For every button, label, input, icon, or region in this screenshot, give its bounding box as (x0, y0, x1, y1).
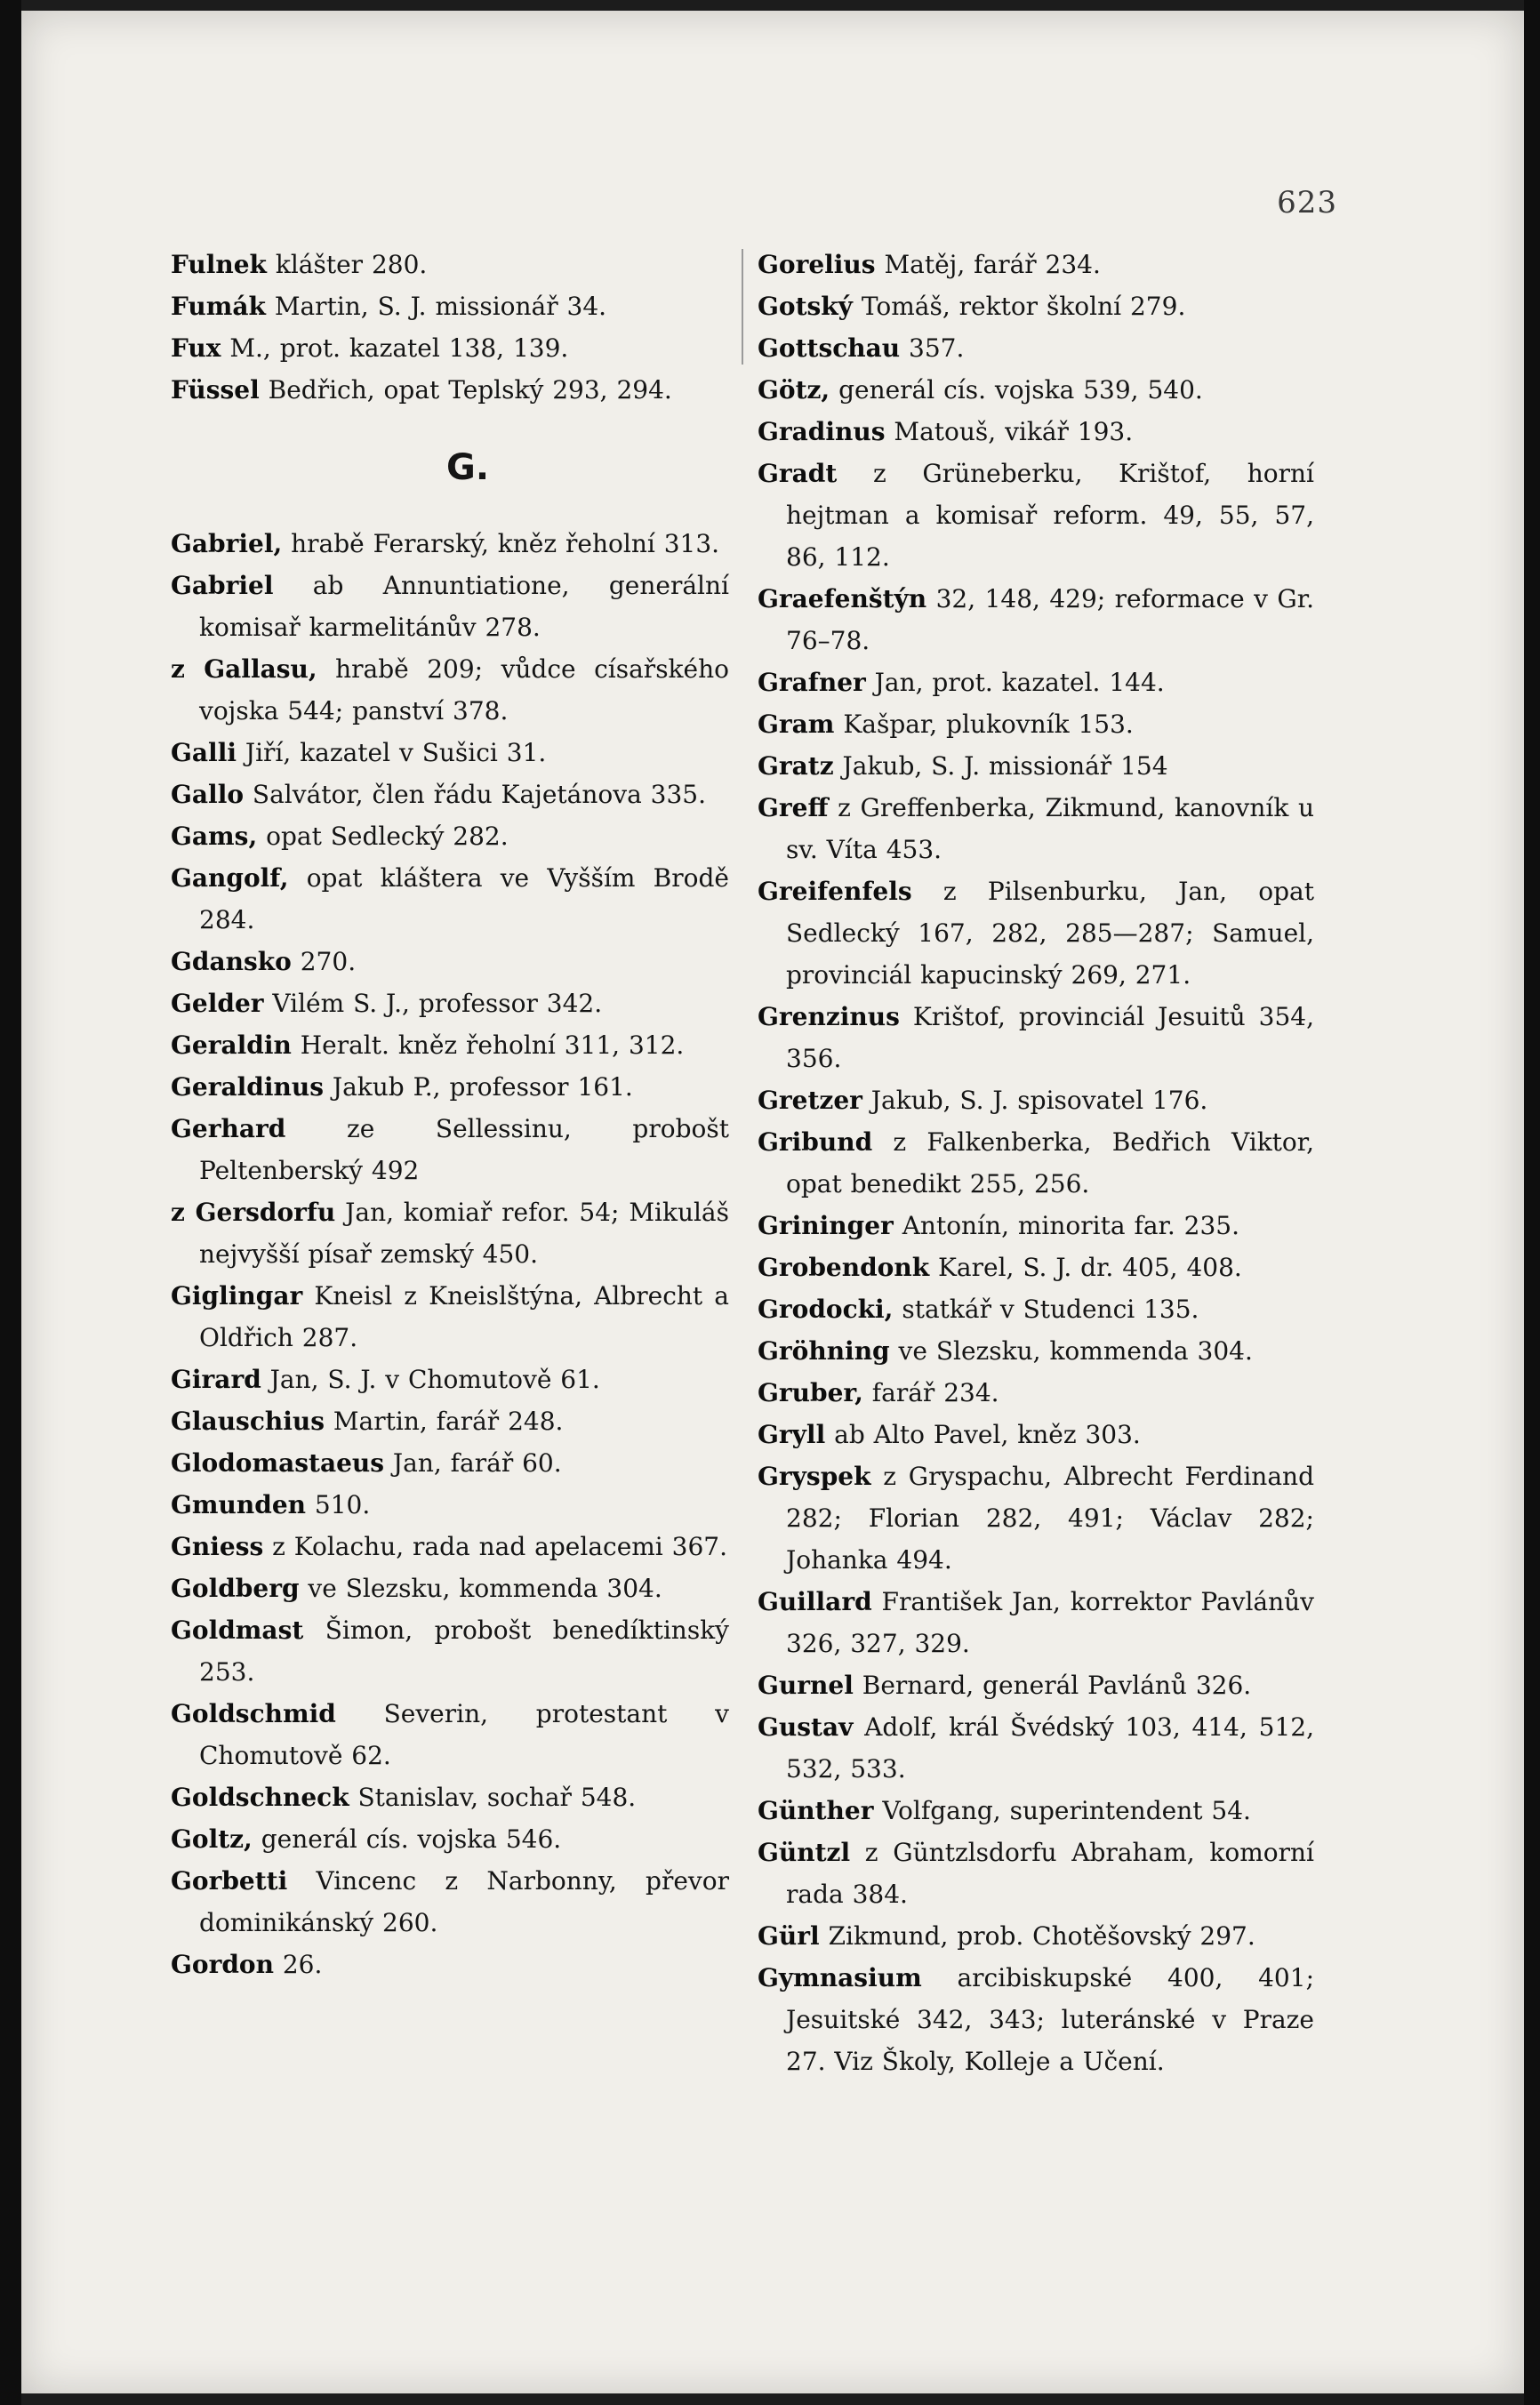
scan-right-edge (1524, 0, 1540, 2405)
index-entry (171, 1818, 729, 1860)
entry-headword: Gabriel, (171, 529, 283, 558)
entry-detail: ab Alto Pavel, kněz 303. (825, 1420, 1141, 1449)
entry-headword: Glauschius (171, 1407, 325, 1436)
entry-headword: Graefenštýn (758, 584, 927, 613)
index-entry (171, 1400, 729, 1442)
index-entry (758, 578, 1314, 661)
entry-detail: Kašpar, plukovník 153. (834, 709, 1134, 739)
entry-headword: Füssel (171, 375, 260, 405)
entry-detail: z Grüneberku, Krištof, horní hejtman a komisař reform. 49, 55, 57, 86, 112. (786, 459, 1314, 572)
index-entry (171, 857, 729, 941)
index-entry (758, 327, 1314, 369)
index-entry (758, 1079, 1314, 1121)
index-entry (171, 1359, 729, 1400)
entry-headword: Gorbetti (171, 1866, 288, 1896)
entry-headword: Gordon (171, 1950, 274, 1979)
entry-headword: Galli (171, 738, 237, 767)
scan-left-edge (0, 0, 21, 2405)
left-entries-after-section (171, 523, 729, 1985)
index-entry (171, 244, 729, 285)
index-entry (758, 1288, 1314, 1330)
entry-detail: opat Sedlecký 282. (257, 822, 509, 851)
index-entry (171, 774, 729, 815)
index-entry (758, 703, 1314, 745)
entry-detail: ze Sellessinu, probošt Peltenberský 492 (199, 1114, 729, 1185)
entry-headword: Gangolf, (171, 863, 289, 893)
entry-detail: Vincenc z Narbonny, převor dominikánský 260. (199, 1866, 729, 1937)
entry-detail: Martin, S. J. missionář 34. (265, 292, 607, 321)
entry-detail: z Falkenberka, Bedřich Viktor, opat benedikt 255, 256. (786, 1127, 1314, 1198)
entry-detail: opat kláštera ve Vyšším Brodě 284. (199, 863, 729, 934)
entry-headword: Goltz, (171, 1824, 253, 1854)
entry-detail: statkář v Studenci 135. (893, 1295, 1199, 1324)
entry-headword: Gotský (758, 292, 853, 321)
entry-detail: Bernard, generál Pavlánů 326. (853, 1671, 1252, 1700)
entry-headword: Grenzinus (758, 1002, 900, 1031)
index-entry (758, 1372, 1314, 1414)
index-entry (171, 648, 729, 732)
index-entry (171, 285, 729, 327)
index-entry (758, 411, 1314, 453)
entry-headword: Gams, (171, 822, 258, 851)
entry-detail: Karel, S. J. dr. 405, 408. (929, 1253, 1242, 1282)
index-entry (171, 1484, 729, 1526)
entry-headword: Geraldin (171, 1030, 292, 1060)
entry-detail: z Güntzlsdorfu Abraham, komorní rada 384. (786, 1838, 1314, 1909)
entry-detail: ve Slezsku, kommenda 304. (299, 1574, 662, 1603)
index-entry (758, 1247, 1314, 1288)
entry-headword: Gradt (758, 459, 838, 488)
entry-detail: z Greffenberka, Zikmund, kanovník u sv. Víta 453. (786, 793, 1314, 864)
index-entry (171, 982, 729, 1024)
index-entry (171, 1108, 729, 1191)
index-entry (171, 1776, 729, 1818)
entry-headword: Grafner (758, 668, 866, 697)
entry-headword: Gottschau (758, 333, 901, 363)
entry-detail: Matouš, vikář 193. (885, 417, 1134, 446)
entry-headword: Gruber, (758, 1378, 863, 1407)
entry-headword: Geraldinus (171, 1072, 324, 1102)
entry-headword: Güntzl (758, 1838, 851, 1867)
entry-detail: Vilém S. J., professor 342. (263, 989, 603, 1018)
index-entry (758, 1957, 1314, 2082)
entry-headword: Giglingar (171, 1281, 303, 1311)
entry-headword: z Gallasu, (171, 654, 317, 684)
right-entries (758, 244, 1314, 2082)
entry-detail: M., prot. kazatel 138, 139. (221, 333, 569, 363)
entry-headword: Gradinus (758, 417, 886, 446)
entry-headword: Gram (758, 709, 835, 739)
entry-headword: Gryspek (758, 1462, 871, 1491)
entry-detail: Severin, protestant v Chomutově 62. (199, 1699, 729, 1770)
index-entry (758, 1706, 1314, 1790)
entry-detail: arcibiskupské 400, 401; Jesuitské 342, 343; luteránské v Praze 27. Viz Školy, Kolleje a Učení. (786, 1963, 1314, 2076)
entry-headword: Fulnek (171, 250, 267, 279)
entry-headword: Grodocki, (758, 1295, 894, 1324)
index-entry (758, 1915, 1314, 1957)
index-entry (758, 369, 1314, 411)
entry-headword: Goldschmid (171, 1699, 336, 1728)
entry-headword: Götz, (758, 375, 830, 405)
entry-detail: hrabě 209; vůdce císařského vojska 544; panství 378. (199, 654, 729, 726)
entry-headword: Greifenfels (758, 877, 912, 906)
entry-headword: Gratz (758, 751, 834, 781)
index-entry (758, 244, 1314, 285)
entry-detail: Šimon, probošt benedíktinský 253. (199, 1615, 729, 1687)
entry-headword: Gymnasium (758, 1963, 922, 1992)
page-number: 623 (1277, 185, 1337, 220)
entry-headword: Gröhning (758, 1336, 890, 1366)
entry-headword: Fux (171, 333, 221, 363)
entry-detail: 26. (273, 1950, 323, 1979)
left-entries-before-section (171, 244, 729, 411)
index-entry (171, 1567, 729, 1609)
entry-detail: hrabě Ferarský, kněz řeholní 313. (282, 529, 720, 558)
index-entry (758, 1205, 1314, 1247)
entry-detail: z Pilsenburku, Jan, opat Sedlecký 167, 282, 285—287; Samuel, provinciál kapucinský 269, 271. (786, 877, 1314, 990)
index-entry (171, 1860, 729, 1944)
entry-detail: Jakub, S. J. spisovatel 176. (862, 1086, 1208, 1115)
entry-headword: Fumák (171, 292, 266, 321)
entry-detail: Jan, S. J. v Chomutově 61. (261, 1365, 600, 1394)
index-entry (758, 453, 1314, 578)
index-entry (171, 1024, 729, 1066)
index-entry (171, 1191, 729, 1275)
entry-headword: Gurnel (758, 1671, 854, 1700)
index-entry (171, 1275, 729, 1359)
column-divider (742, 249, 743, 365)
entry-headword: Greff (758, 793, 829, 822)
entry-headword: Gustav (758, 1712, 854, 1742)
index-entry (758, 1414, 1314, 1455)
index-entry (758, 1455, 1314, 1581)
entry-detail: 270. (291, 947, 357, 976)
index-entry (171, 1609, 729, 1693)
index-entry (758, 1664, 1314, 1706)
entry-headword: Gelder (171, 989, 264, 1018)
index-entry (171, 369, 729, 411)
entry-detail: klášter 280. (266, 250, 428, 279)
entry-detail: Jan, farář 60. (384, 1448, 562, 1478)
entry-headword: Gürl (758, 1921, 820, 1951)
entry-headword: Gorelius (758, 250, 876, 279)
index-entry (171, 327, 729, 369)
entry-detail: Zikmund, prob. Chotěšovský 297. (819, 1921, 1255, 1951)
entry-detail: Bedřich, opat Teplský 293, 294. (259, 375, 672, 405)
index-entry (171, 523, 729, 565)
entry-headword: Goldschneck (171, 1783, 349, 1812)
index-entry (758, 1832, 1314, 1915)
entry-detail: Kneisl z Kneislštýna, Albrecht a Oldřich 287. (199, 1281, 729, 1352)
entry-detail: farář 234. (862, 1378, 999, 1407)
entry-headword: z Gersdorfu (171, 1198, 336, 1227)
entry-detail: Jiří, kazatel v Sušici 31. (236, 738, 547, 767)
entry-detail: Jakub P., professor 161. (323, 1072, 633, 1102)
index-entry (171, 732, 729, 774)
entry-detail: z Kolachu, rada nad apelacemi 367. (263, 1532, 728, 1561)
entry-headword: Günther (758, 1796, 874, 1825)
index-entry (758, 1121, 1314, 1205)
entry-headword: Gniess (171, 1532, 264, 1561)
entry-detail: ve Slezsku, kommenda 304. (889, 1336, 1253, 1366)
index-entry (758, 996, 1314, 1079)
index-entry (171, 1526, 729, 1567)
entry-headword: Goldberg (171, 1574, 300, 1603)
entry-headword: Gdansko (171, 947, 292, 976)
entry-detail: Volfgang, superintendent 54. (873, 1796, 1251, 1825)
index-entry (758, 870, 1314, 996)
entry-headword: Gribund (758, 1127, 873, 1157)
index-entry (171, 565, 729, 648)
entry-detail: Heralt. kněz řeholní 311, 312. (291, 1030, 685, 1060)
index-entry (758, 1581, 1314, 1664)
entry-headword: Guillard (758, 1587, 872, 1616)
entry-detail: Matěj, farář 234. (875, 250, 1101, 279)
entry-detail: generál cís. vojska 539, 540. (830, 375, 1203, 405)
entry-headword: Goldmast (171, 1615, 304, 1645)
index-entry (171, 1944, 729, 1985)
entry-detail: Martin, farář 248. (324, 1407, 564, 1436)
entry-detail: Stanislav, sochař 548. (349, 1783, 637, 1812)
entry-headword: Grininger (758, 1211, 894, 1240)
index-column-left (171, 244, 729, 1985)
entry-detail: Krištof, provinciál Jesuitů 354, 356. (786, 1002, 1314, 1073)
entry-detail: ab Annuntiatione, generální komisař karmelitánův 278. (199, 571, 729, 642)
entry-detail: Adolf, král Švédský 103, 414, 512, 532, 533. (786, 1712, 1314, 1784)
entry-detail: Tomáš, rektor školní 279. (852, 292, 1186, 321)
entry-detail: Salvátor, člen řádu Kajetánova 335. (244, 780, 707, 809)
entry-detail: Jan, prot. kazatel. 144. (865, 668, 1165, 697)
index-entry (171, 941, 729, 982)
entry-headword: Glodomastaeus (171, 1448, 385, 1478)
index-entry (171, 815, 729, 857)
index-entry (171, 1066, 729, 1108)
entry-headword: Grobendonk (758, 1253, 930, 1282)
entry-detail: Jakub, S. J. missionář 154 (833, 751, 1168, 781)
entry-headword: Gabriel (171, 571, 274, 600)
index-entry (171, 1693, 729, 1776)
entry-detail: František Jan, korrektor Pavlánův 326, 327, 329. (786, 1587, 1314, 1658)
entry-detail: generál cís. vojska 546. (252, 1824, 562, 1854)
entry-headword: Girard (171, 1365, 261, 1394)
section-letter-g: G. (445, 447, 490, 488)
entry-headword: Gerhard (171, 1114, 286, 1143)
index-entry (758, 285, 1314, 327)
entry-headword: Gretzer (758, 1086, 862, 1115)
entry-detail: Antonín, minorita far. 235. (893, 1211, 1239, 1240)
index-entry (758, 787, 1314, 870)
index-entry (758, 1790, 1314, 1832)
entry-detail: z Gryspachu, Albrecht Ferdinand 282; Florian 282, 491; Václav 282; Johanka 494. (786, 1462, 1314, 1575)
entry-detail: 357. (900, 333, 965, 363)
entry-headword: Gmunden (171, 1490, 307, 1519)
entry-headword: Gallo (171, 780, 245, 809)
index-entry (758, 1330, 1314, 1372)
index-entry (758, 745, 1314, 787)
entry-detail: 510. (306, 1490, 371, 1519)
index-entry (171, 1442, 729, 1484)
entry-detail: Jan, komiař refor. 54; Mikuláš nejvyšší písař zemský 450. (199, 1198, 729, 1269)
entry-headword: Gryll (758, 1420, 826, 1449)
entry-detail: 32, 148, 429; reformace v Gr. 76–78. (786, 584, 1314, 655)
index-column-right (758, 244, 1314, 2082)
index-entry (758, 661, 1314, 703)
